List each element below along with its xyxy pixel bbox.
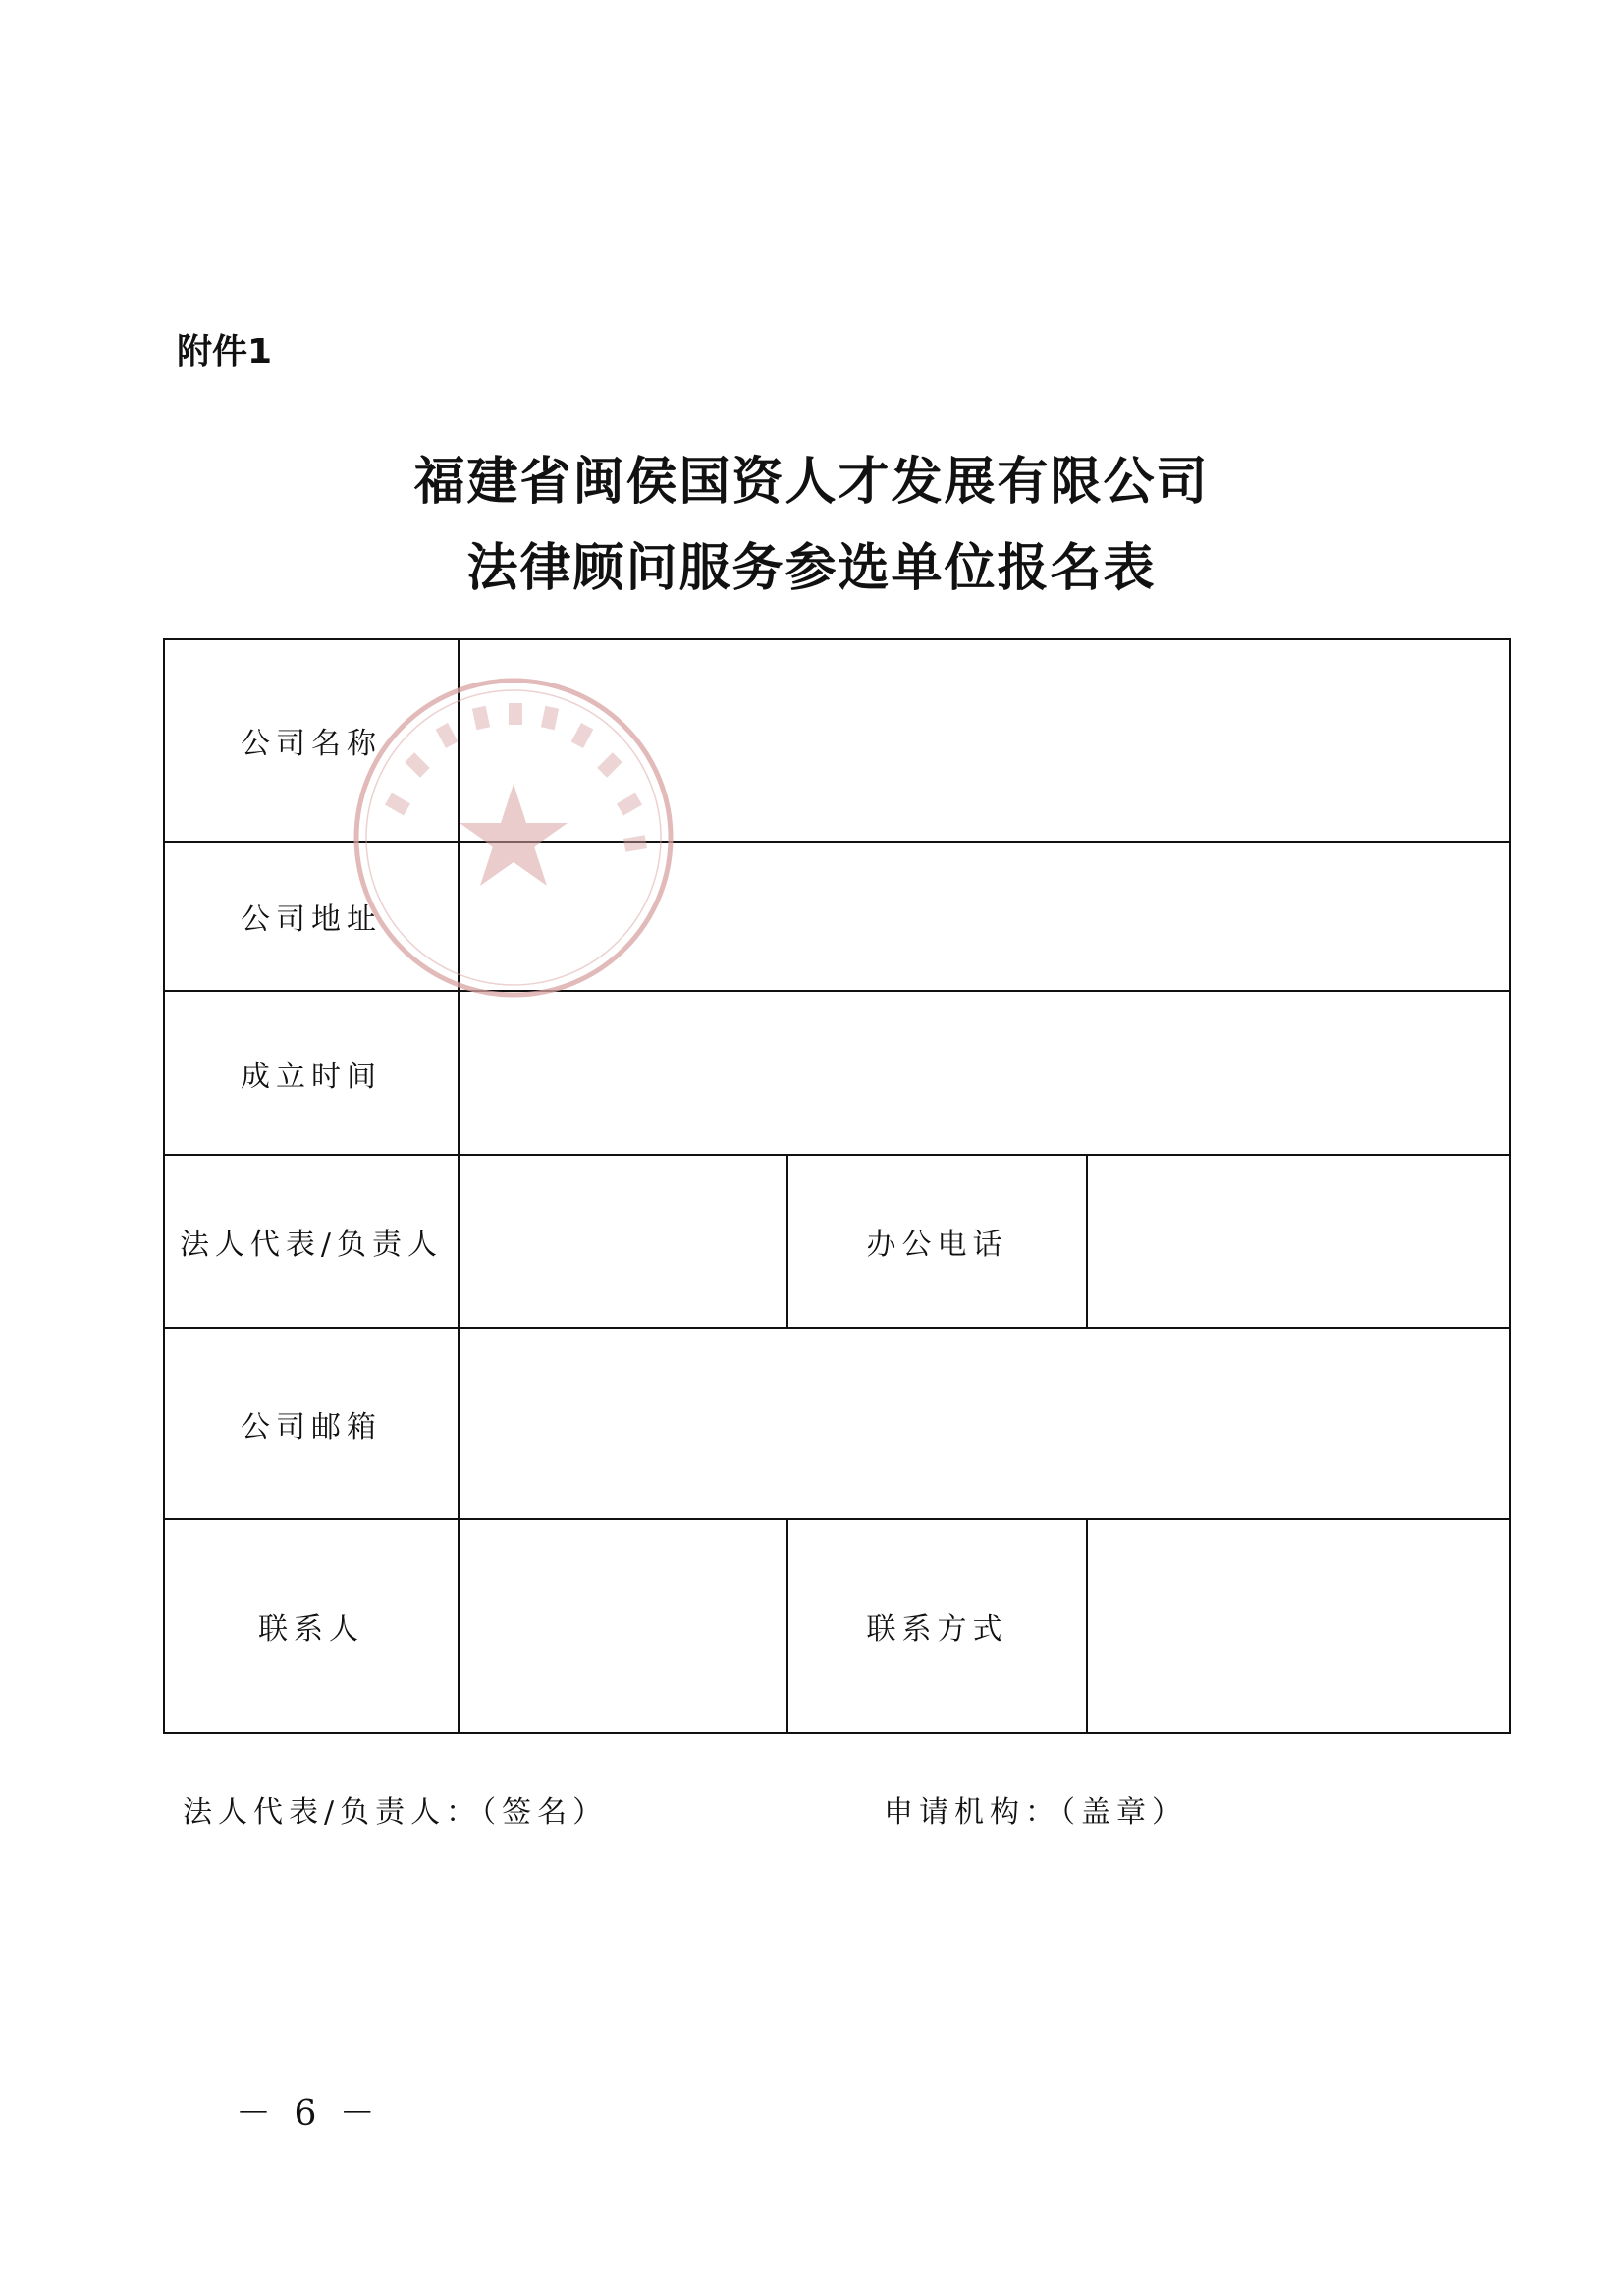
company-email-label: 公司邮箱: [164, 1328, 459, 1519]
row-established: [164, 991, 1510, 1155]
row-contact: [164, 1519, 1510, 1733]
company-name-label: 公司名称: [164, 639, 459, 842]
office-phone-field[interactable]: [1087, 1155, 1510, 1328]
institution-seal-line: 申请机构：（盖章）: [884, 1795, 1187, 1830]
contact-method-label: 联系方式: [787, 1519, 1087, 1733]
contact-method-field[interactable]: [1087, 1519, 1510, 1733]
established-label: 成立时间: [164, 991, 459, 1155]
contact-person-label: 联系人: [164, 1519, 459, 1733]
established-field[interactable]: [459, 991, 1510, 1155]
row-legal-rep: [164, 1155, 1510, 1328]
legal-rep-field[interactable]: [459, 1155, 787, 1328]
company-email-field[interactable]: [459, 1328, 1510, 1519]
legal-rep-label: 法人代表/负责人: [164, 1155, 459, 1328]
document-title-line2: 法律顾问服务参选单位报名表: [466, 538, 1157, 598]
office-phone-label: 办公电话: [787, 1155, 1087, 1328]
contact-person-field[interactable]: [459, 1519, 787, 1733]
row-company-email: [164, 1328, 1510, 1519]
document-title-line1: 福建省闽侯国资人才发展有限公司: [413, 452, 1210, 512]
company-seal-stamp: [352, 676, 676, 1000]
legal-rep-signature-line: 法人代表/负责人：（签名）: [183, 1795, 609, 1830]
company-address-label: 公司地址: [164, 842, 459, 991]
page-number: － 6 －: [236, 2094, 381, 2134]
attachment-label: 附件1: [177, 332, 273, 372]
